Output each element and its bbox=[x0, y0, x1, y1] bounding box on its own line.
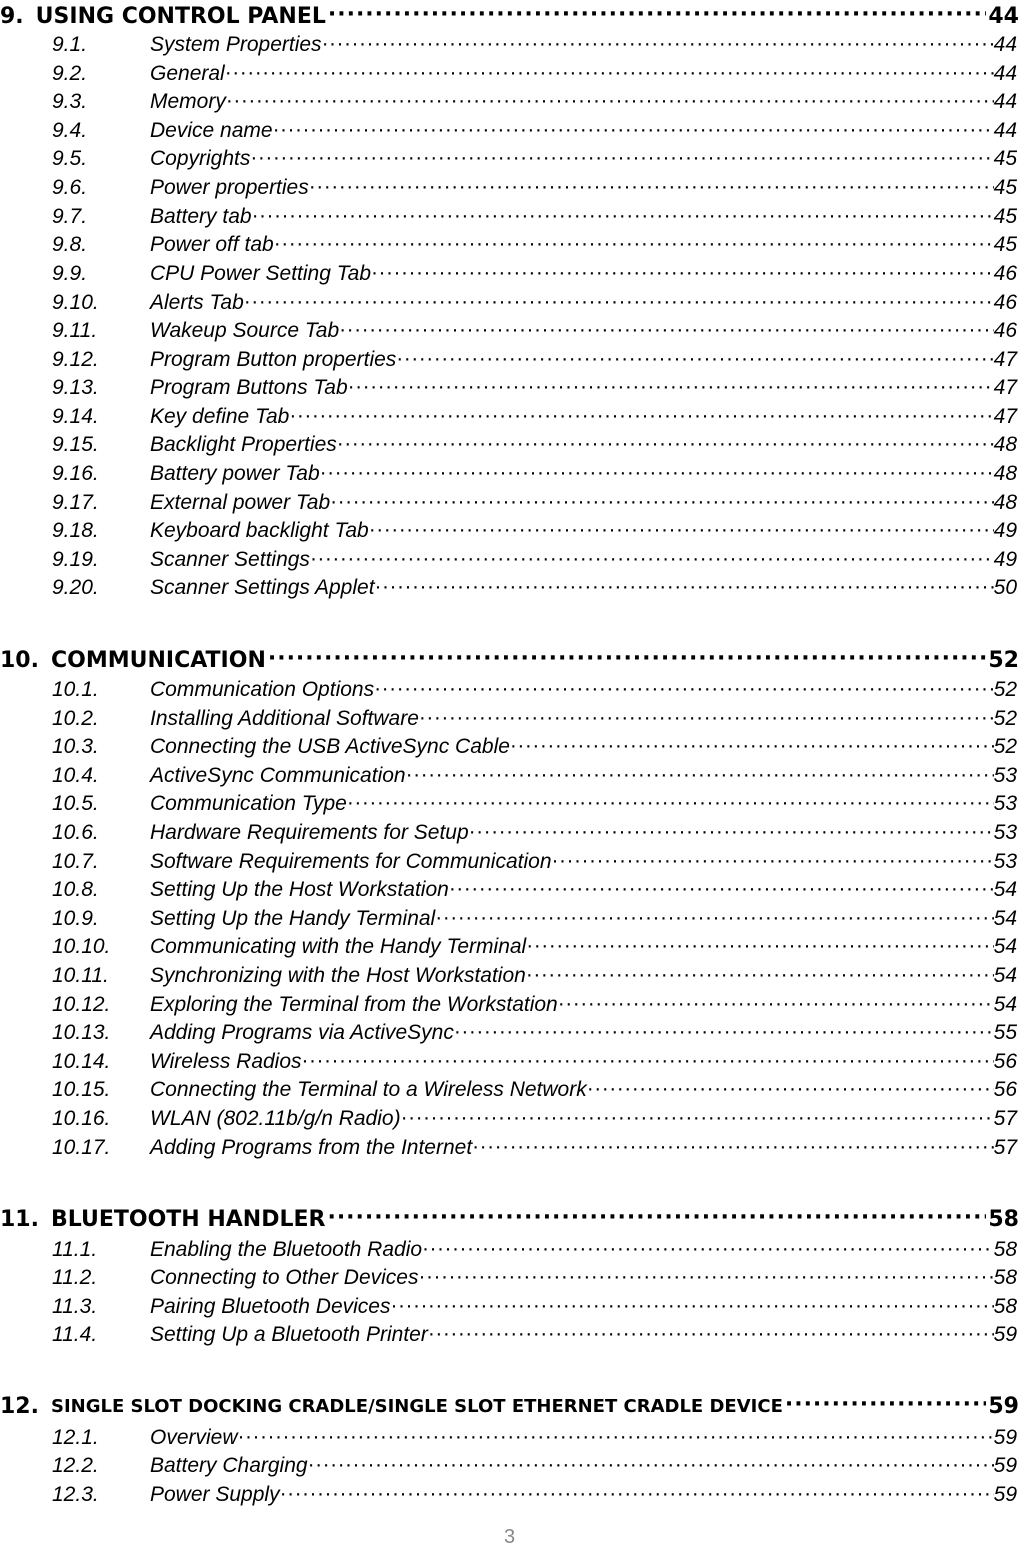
toc-entry-10-10[interactable] bbox=[52, 933, 1019, 959]
entry-number: 12.1. bbox=[52, 1426, 99, 1449]
entry-title: Setting Up the Host Workstation bbox=[150, 878, 449, 901]
dot-leader bbox=[374, 678, 994, 702]
dot-leader bbox=[418, 1266, 993, 1290]
entry-number: 10.8. bbox=[52, 878, 99, 901]
toc-entry-10-14[interactable] bbox=[52, 1048, 1019, 1074]
entry-title: Battery Charging bbox=[150, 1454, 308, 1477]
dot-leader bbox=[322, 33, 994, 57]
toc-entry-9-11[interactable] bbox=[52, 317, 1019, 343]
dot-leader bbox=[330, 491, 993, 515]
toc-entry-9-4[interactable] bbox=[52, 117, 1019, 143]
entry-page: 57 bbox=[993, 1107, 1017, 1130]
toc-entry-9-15[interactable] bbox=[52, 431, 1019, 457]
entry-number: 9.7. bbox=[52, 205, 88, 228]
entry-page: 56 bbox=[993, 1078, 1017, 1101]
entry-page: 47 bbox=[993, 376, 1017, 399]
dot-leader bbox=[268, 648, 987, 674]
entry-title: Key define Tab bbox=[150, 405, 290, 428]
dot-leader bbox=[337, 433, 994, 457]
chapter-title: BLUETOOTH HANDLER bbox=[50, 1207, 326, 1232]
entry-page: 45 bbox=[993, 147, 1017, 170]
entry-page: 54 bbox=[993, 907, 1017, 930]
entry-number: 9.9. bbox=[52, 262, 88, 285]
toc-entry-9-14[interactable] bbox=[52, 403, 1019, 429]
toc-chapter-11[interactable] bbox=[0, 1203, 1019, 1233]
entry-page: 47 bbox=[993, 348, 1017, 371]
entry-number: 10.16. bbox=[52, 1107, 111, 1130]
toc-entry-10-1[interactable] bbox=[52, 676, 1019, 702]
chapter-title: COMMUNICATION bbox=[50, 648, 266, 673]
entry-title: Power Supply bbox=[150, 1483, 280, 1506]
entry-page: 52 bbox=[993, 678, 1017, 701]
entry-page: 59 bbox=[993, 1483, 1017, 1506]
toc-entry-11-2[interactable] bbox=[52, 1264, 1019, 1290]
toc-chapter-9[interactable] bbox=[0, 0, 1019, 30]
entry-title: Overview bbox=[150, 1426, 238, 1449]
toc-entry-10-6[interactable] bbox=[52, 819, 1019, 845]
entry-number: 9.4. bbox=[52, 119, 88, 142]
entry-number: 9.16. bbox=[52, 462, 99, 485]
entry-page: 52 bbox=[993, 735, 1017, 758]
entry-number: 10.2. bbox=[52, 707, 99, 730]
entry-title: Communication Type bbox=[150, 792, 347, 815]
entry-number: 10.11. bbox=[52, 964, 109, 987]
dot-leader bbox=[309, 176, 994, 200]
toc-entry-11-4[interactable] bbox=[52, 1321, 1019, 1347]
dot-leader bbox=[401, 1107, 994, 1131]
toc-entry-9-1[interactable] bbox=[52, 31, 1019, 57]
dot-leader bbox=[454, 1021, 994, 1045]
entry-title: External power Tab bbox=[150, 491, 331, 514]
entry-page: 49 bbox=[993, 519, 1017, 542]
dot-leader bbox=[339, 319, 994, 343]
entry-number: 10.1. bbox=[52, 678, 99, 701]
toc-entry-10-4[interactable] bbox=[52, 762, 1019, 788]
entry-title: Wireless Radios bbox=[150, 1050, 302, 1073]
entry-title: WLAN (802.11b/g/n Radio) bbox=[150, 1107, 401, 1130]
entry-page: 48 bbox=[993, 433, 1017, 456]
entry-title: Hardware Requirements for Setup bbox=[150, 821, 469, 844]
entry-title: System Properties bbox=[150, 33, 322, 56]
entry-page: 44 bbox=[993, 33, 1017, 56]
dot-leader bbox=[472, 1136, 993, 1160]
toc-entry-10-16[interactable] bbox=[52, 1105, 1019, 1131]
entry-title: Setting Up the Handy Terminal bbox=[150, 907, 436, 930]
dot-leader bbox=[328, 4, 987, 30]
entry-number: 11.1. bbox=[52, 1238, 98, 1261]
entry-number: 9.1. bbox=[52, 33, 88, 56]
dot-leader bbox=[302, 1050, 994, 1074]
chapter-number: 9. bbox=[0, 4, 24, 29]
page-number: 3 bbox=[503, 1526, 516, 1548]
chapter-title: SINGLE SLOT DOCKING CRADLE/SINGLE SLOT ETHERNET CRADLE DEVICE bbox=[50, 1396, 783, 1417]
toc-chapter-12[interactable] bbox=[0, 1390, 1019, 1420]
entry-page: 49 bbox=[993, 548, 1017, 571]
entry-page: 48 bbox=[993, 462, 1017, 485]
entry-number: 9.8. bbox=[52, 233, 88, 256]
entry-title: Program Button properties bbox=[150, 348, 397, 371]
entry-page: 54 bbox=[993, 935, 1017, 958]
dot-leader bbox=[310, 548, 994, 572]
dot-leader bbox=[435, 907, 993, 931]
entry-page: 53 bbox=[993, 792, 1017, 815]
chapter-number: 12. bbox=[0, 1394, 39, 1419]
entry-number: 9.18. bbox=[52, 519, 99, 542]
chapter-page: 59 bbox=[988, 1394, 1019, 1419]
entry-page: 54 bbox=[993, 964, 1017, 987]
toc-entry-10-8[interactable] bbox=[52, 876, 1019, 902]
toc-entry-10-9[interactable] bbox=[52, 905, 1019, 931]
toc-entry-9-8[interactable] bbox=[52, 231, 1019, 257]
entry-title: Wakeup Source Tab bbox=[150, 319, 340, 342]
entry-number: 9.10. bbox=[52, 291, 99, 314]
entry-number: 9.3. bbox=[52, 90, 88, 113]
toc-entry-12-3[interactable] bbox=[52, 1481, 1019, 1507]
chapter-number: 11. bbox=[0, 1207, 39, 1232]
entry-page: 55 bbox=[993, 1021, 1017, 1044]
entry-page: 45 bbox=[993, 205, 1017, 228]
toc-entry-9-18[interactable] bbox=[52, 517, 1019, 543]
entry-page: 58 bbox=[993, 1238, 1017, 1261]
entry-page: 57 bbox=[993, 1136, 1017, 1159]
entry-title: Scanner Settings Applet bbox=[150, 576, 375, 599]
entry-title: Enabling the Bluetooth Radio bbox=[150, 1238, 423, 1261]
entry-page: 44 bbox=[993, 119, 1017, 142]
entry-page: 46 bbox=[993, 319, 1017, 342]
entry-page: 46 bbox=[993, 262, 1017, 285]
dot-leader bbox=[396, 348, 993, 372]
entry-number: 11.3. bbox=[52, 1295, 98, 1318]
dot-leader bbox=[422, 1238, 994, 1262]
entry-number: 11.4. bbox=[52, 1323, 98, 1346]
entry-page: 47 bbox=[993, 405, 1017, 428]
entry-page: 50 bbox=[993, 576, 1017, 599]
entry-title: Program Buttons Tab bbox=[150, 376, 348, 399]
dot-leader bbox=[558, 993, 994, 1017]
entry-number: 9.12. bbox=[52, 348, 99, 371]
toc-entry-10-13[interactable] bbox=[52, 1019, 1019, 1045]
toc-entry-9-13[interactable] bbox=[52, 374, 1019, 400]
entry-title: Installing Additional Software bbox=[150, 707, 419, 730]
toc-entry-10-12[interactable] bbox=[52, 991, 1019, 1017]
chapter-title: USING CONTROL PANEL bbox=[35, 4, 326, 29]
entry-number: 9.17. bbox=[52, 491, 99, 514]
entry-number: 9.20. bbox=[52, 576, 99, 599]
dot-leader bbox=[587, 1078, 994, 1102]
entry-title: Communication Options bbox=[150, 678, 375, 701]
dot-leader bbox=[347, 792, 994, 816]
entry-title: Pairing Bluetooth Devices bbox=[150, 1295, 391, 1318]
dot-leader bbox=[449, 878, 994, 902]
toc-entry-9-16[interactable] bbox=[52, 460, 1019, 486]
entry-number: 12.2. bbox=[52, 1454, 99, 1477]
entry-title: Connecting the Terminal to a Wireless Network bbox=[150, 1078, 587, 1101]
dot-leader bbox=[244, 291, 994, 315]
entry-number: 10.15. bbox=[52, 1078, 111, 1101]
toc-entry-10-3[interactable] bbox=[52, 733, 1019, 759]
dot-leader bbox=[526, 935, 993, 959]
dot-leader bbox=[238, 1426, 994, 1450]
dot-leader bbox=[428, 1323, 994, 1347]
entry-number: 10.12. bbox=[52, 993, 111, 1016]
entry-number: 9.11. bbox=[52, 319, 98, 342]
entry-page: 53 bbox=[993, 764, 1017, 787]
entry-number: 11.2. bbox=[52, 1266, 98, 1289]
entry-number: 10.5. bbox=[52, 792, 99, 815]
entry-page: 58 bbox=[993, 1295, 1017, 1318]
entry-title: Communicating with the Handy Terminal bbox=[150, 935, 527, 958]
entry-number: 10.17. bbox=[52, 1136, 111, 1159]
toc-entry-9-2[interactable] bbox=[52, 60, 1019, 86]
toc-entry-9-3[interactable] bbox=[52, 88, 1019, 114]
entry-page: 58 bbox=[993, 1266, 1017, 1289]
chapter-page: 58 bbox=[988, 1207, 1019, 1232]
toc-entry-10-5[interactable] bbox=[52, 790, 1019, 816]
dot-leader bbox=[280, 1483, 994, 1507]
entry-number: 12.3. bbox=[52, 1483, 99, 1506]
entry-title: Alerts Tab bbox=[150, 291, 244, 314]
entry-title: Battery tab bbox=[150, 205, 252, 228]
entry-page: 44 bbox=[993, 90, 1017, 113]
entry-page: 59 bbox=[993, 1426, 1017, 1449]
entry-page: 45 bbox=[993, 233, 1017, 256]
entry-page: 59 bbox=[993, 1323, 1017, 1346]
entry-title: Power properties bbox=[150, 176, 309, 199]
dot-leader bbox=[371, 262, 994, 286]
dot-leader bbox=[327, 1207, 986, 1233]
entry-page: 52 bbox=[993, 707, 1017, 730]
toc-entry-9-20[interactable] bbox=[52, 574, 1019, 600]
toc-entry-10-7[interactable] bbox=[52, 848, 1019, 874]
toc-entry-11-3[interactable] bbox=[52, 1293, 1019, 1319]
toc-entry-9-6[interactable] bbox=[52, 174, 1019, 200]
toc-entry-9-12[interactable] bbox=[52, 346, 1019, 372]
entry-number: 10.7. bbox=[52, 850, 99, 873]
dot-leader bbox=[226, 90, 994, 114]
entry-page: 56 bbox=[993, 1050, 1017, 1073]
entry-title: CPU Power Setting Tab bbox=[150, 262, 372, 285]
entry-title: Adding Programs from the Internet bbox=[150, 1136, 473, 1159]
entry-page: 54 bbox=[993, 878, 1017, 901]
toc-entry-9-10[interactable] bbox=[52, 289, 1019, 315]
entry-number: 9.6. bbox=[52, 176, 88, 199]
entry-number: 9.5. bbox=[52, 147, 88, 170]
entry-number: 9.14. bbox=[52, 405, 99, 428]
toc-entry-10-15[interactable] bbox=[52, 1076, 1019, 1102]
entry-number: 10.13. bbox=[52, 1021, 111, 1044]
entry-title: Exploring the Terminal from the Workstation bbox=[150, 993, 558, 1016]
entry-title: Setting Up a Bluetooth Printer bbox=[150, 1323, 428, 1346]
toc-entry-10-17[interactable] bbox=[52, 1134, 1019, 1160]
entry-title: Copyrights bbox=[150, 147, 251, 170]
dot-leader bbox=[320, 462, 994, 486]
dot-leader bbox=[250, 147, 993, 171]
dot-leader bbox=[469, 821, 994, 845]
toc-chapter-10[interactable] bbox=[0, 644, 1019, 674]
dot-leader bbox=[369, 519, 994, 543]
entry-title: Memory bbox=[150, 90, 226, 113]
chapter-number: 10. bbox=[0, 648, 39, 673]
entry-title: Power off tab bbox=[150, 233, 274, 256]
entry-page: 46 bbox=[993, 291, 1017, 314]
toc-entry-10-11[interactable] bbox=[52, 962, 1019, 988]
entry-number: 9.13. bbox=[52, 376, 99, 399]
chapter-page: 44 bbox=[988, 4, 1019, 29]
toc-entry-9-17[interactable] bbox=[52, 489, 1019, 515]
entry-title: Connecting the USB ActiveSync Cable bbox=[150, 735, 510, 758]
toc-entry-12-1[interactable] bbox=[52, 1424, 1019, 1450]
dot-leader bbox=[526, 964, 994, 988]
toc-entry-9-5[interactable] bbox=[52, 145, 1019, 171]
entry-title: Keyboard backlight Tab bbox=[150, 519, 369, 542]
dot-leader bbox=[274, 233, 994, 257]
dot-leader bbox=[406, 764, 994, 788]
entry-page: 44 bbox=[993, 62, 1017, 85]
entry-page: 53 bbox=[993, 821, 1017, 844]
entry-page: 53 bbox=[993, 850, 1017, 873]
entry-title: Backlight Properties bbox=[150, 433, 337, 456]
entry-number: 9.19. bbox=[52, 548, 99, 571]
toc-entry-10-2[interactable] bbox=[52, 705, 1019, 731]
toc-entry-9-9[interactable] bbox=[52, 260, 1019, 286]
toc-entry-12-2[interactable] bbox=[52, 1452, 1019, 1478]
entry-number: 10.4. bbox=[52, 764, 99, 787]
dot-leader bbox=[510, 735, 994, 759]
entry-number: 10.6. bbox=[52, 821, 99, 844]
entry-number: 9.2. bbox=[52, 62, 88, 85]
dot-leader bbox=[252, 205, 994, 229]
dot-leader bbox=[225, 62, 994, 86]
dot-leader bbox=[375, 576, 994, 600]
toc-entry-9-19[interactable] bbox=[52, 546, 1019, 572]
entry-number: 10.9. bbox=[52, 907, 99, 930]
dot-leader bbox=[289, 405, 993, 429]
entry-title: General bbox=[150, 62, 225, 85]
entry-number: 10.3. bbox=[52, 735, 99, 758]
toc-entry-11-1[interactable] bbox=[52, 1236, 1019, 1262]
dot-leader bbox=[390, 1295, 993, 1319]
entry-title: Device name bbox=[150, 119, 273, 142]
entry-page: 54 bbox=[993, 993, 1017, 1016]
entry-title: Adding Programs via ActiveSync bbox=[150, 1021, 454, 1044]
entry-title: Connecting to Other Devices bbox=[150, 1266, 419, 1289]
entry-title: ActiveSync Communication bbox=[150, 764, 406, 787]
entry-title: Software Requirements for Communication bbox=[150, 850, 552, 873]
dot-leader bbox=[348, 376, 994, 400]
dot-leader bbox=[552, 850, 994, 874]
entry-page: 59 bbox=[993, 1454, 1017, 1477]
dot-leader bbox=[419, 707, 994, 731]
entry-number: 10.10. bbox=[52, 935, 111, 958]
entry-number: 9.15. bbox=[52, 433, 99, 456]
entry-number: 10.14. bbox=[52, 1050, 111, 1073]
entry-title: Synchronizing with the Host Workstation bbox=[150, 964, 526, 987]
dot-leader bbox=[308, 1454, 994, 1478]
entry-page: 48 bbox=[993, 491, 1017, 514]
dot-leader bbox=[273, 119, 994, 143]
chapter-page: 52 bbox=[988, 648, 1019, 673]
entry-page: 45 bbox=[993, 176, 1017, 199]
entry-title: Battery power Tab bbox=[150, 462, 320, 485]
entry-title: Scanner Settings bbox=[150, 548, 310, 571]
toc-entry-9-7[interactable] bbox=[52, 203, 1019, 229]
dot-leader bbox=[785, 1394, 987, 1420]
